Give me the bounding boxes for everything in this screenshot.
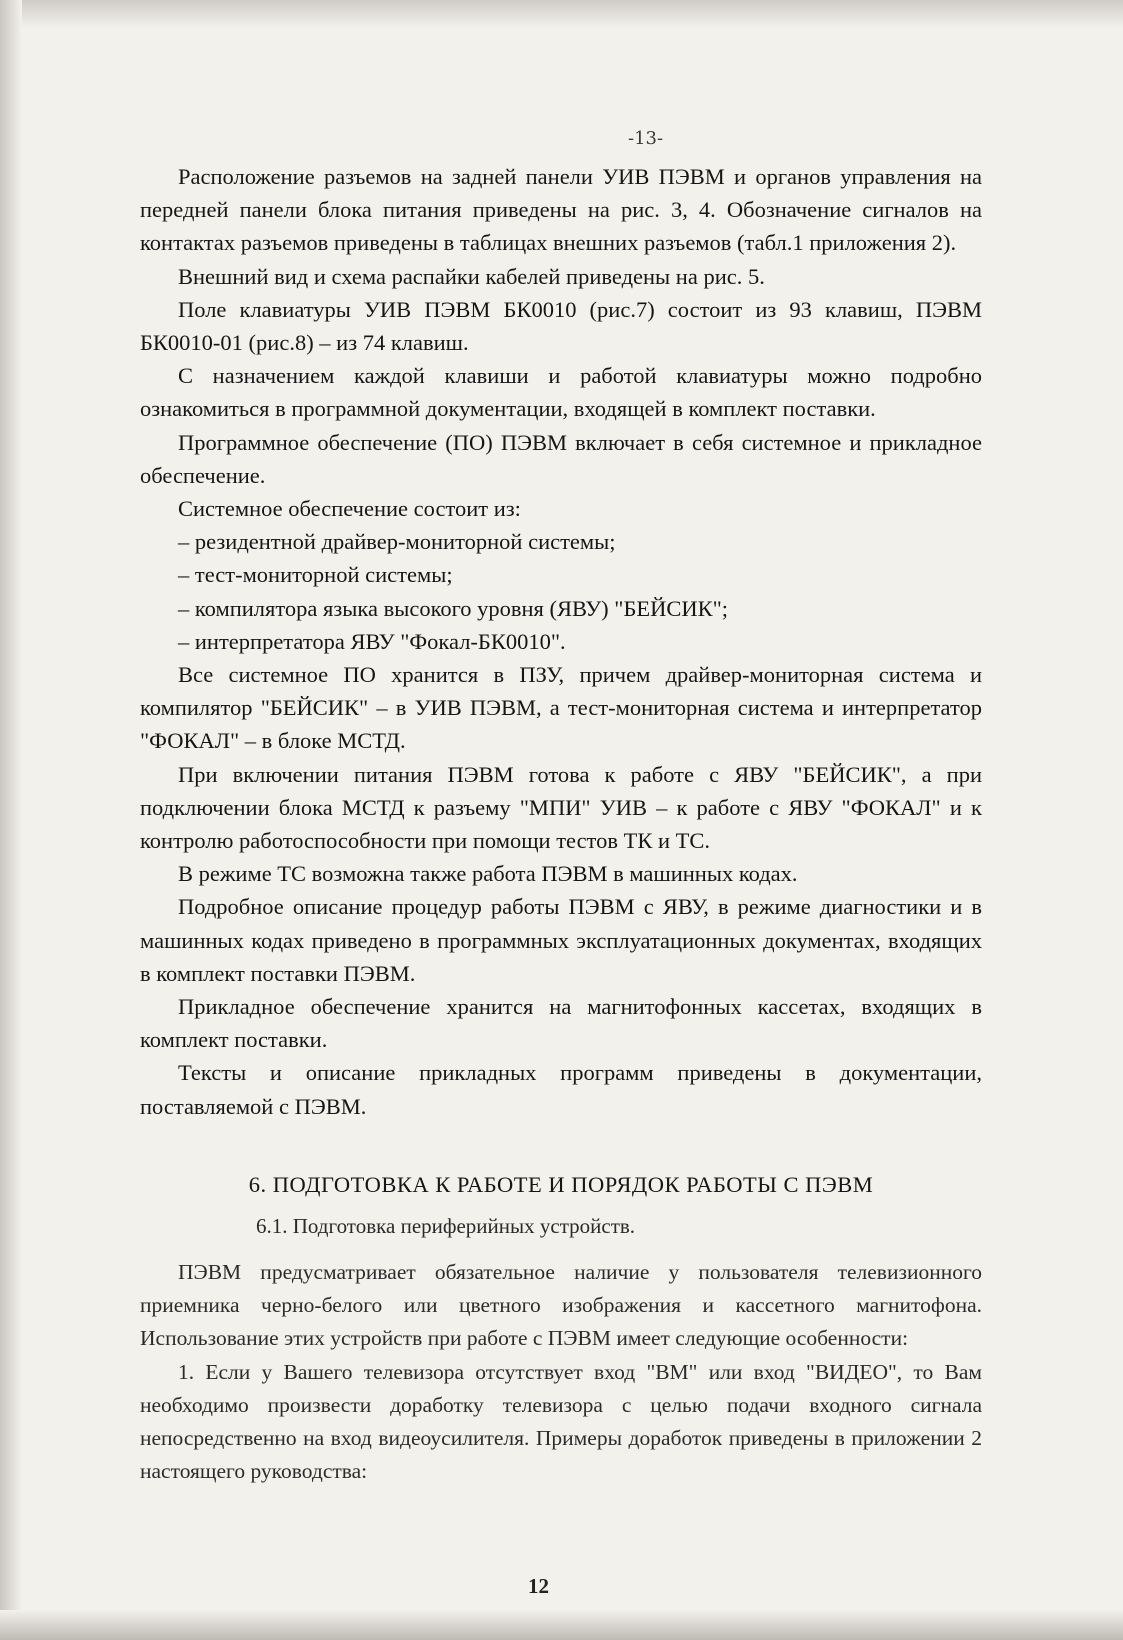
list-item: – тест-мониторной системы;	[178, 562, 453, 588]
paragraph: Поле клавиатуры УИВ ПЭВМ БК0010 (рис.7) состоит из 93 клавиш, ПЭВМ БК0010-01 (рис.8) – из 74 клавиш.	[140, 296, 982, 356]
paragraph: 1. Если у Вашего телевизора отсутствует вход "ВМ" или вход "ВИДЕО", то Вам необходимо произвести доработку телевизора с целью подачи входного сигнала непосредственно на вход видеоусилителя. Примеры доработок приведены в приложении 2 настоящего руководства:	[140, 1359, 982, 1484]
scan-edge-top	[0, 0, 1123, 28]
header-mark: -13-	[628, 128, 664, 149]
section-heading: 6. ПОДГОТОВКА К РАБОТЕ И ПОРЯДОК РАБОТЫ С ПЭВМ	[248, 1172, 874, 1197]
list-item: – интерпретатора ЯВУ "Фокал-БК0010".	[178, 628, 566, 654]
paragraph: Подробное описание процедур работы ПЭВМ с ЯВУ, в режиме диагностики и в машинных кодах приведено в программных эксплуатационных документах, входящих в комплект поставки ПЭВМ.	[140, 894, 982, 986]
paragraph: Прикладное обеспечение хранится на магнитофонных кассетах, входящих в комплект поставки.	[140, 994, 982, 1053]
scan-edge-bottom	[0, 1610, 1123, 1640]
subsection-heading: 6.1. Подготовка периферийных устройств.	[256, 1214, 636, 1238]
paragraph: Все системное ПО хранится в ПЗУ, причем драйвер-мониторная система и компилятор "БЕЙСИК" – в УИВ ПЭВМ, а тест-мониторная система и интерпретатор "ФОКАЛ" – в блоке МСТД.	[140, 662, 982, 754]
paragraph: ПЭВМ предусматривает обязательное наличие у пользователя телевизионного приемника черно-белого или цветного изображения и кассетного магнитофона. Использование этих устройств при работе с ПЭВМ имеет следующие особенности:	[140, 1260, 982, 1351]
list-item: – компилятора языка высокого уровня (ЯВУ) "БЕЙСИК";	[178, 595, 729, 621]
paragraph: С назначением каждой клавиши и работой клавиатуры можно подробно ознакомиться в программной документации, входящей в комплект поставки.	[140, 363, 982, 422]
paragraph: Внешний вид и схема распайки кабелей приведены на рис. 5.	[178, 263, 765, 289]
paragraph: При включении питания ПЭВМ готова к работе с ЯВУ "БЕЙСИК", а при подключении блока МСТД к разъему "МПИ" УИВ – к работе с ЯВУ "ФОКАЛ" и к контролю работоспособности при помощи тестов ТК и ТС.	[140, 761, 982, 854]
paragraph: Системное обеспечение состоит из:	[178, 496, 521, 522]
paragraph: В режиме ТС возможна также работа ПЭВМ в машинных кодах.	[178, 861, 798, 887]
body-text	[140, 160, 982, 1123]
paragraph: Программное обеспечение (ПО) ПЭВМ включает в себя системное и прикладное обеспечение.	[140, 429, 982, 488]
page-number: 12	[528, 1574, 549, 1598]
paragraph: Тексты и описание прикладных программ приведены в документации, поставляемой с ПЭВМ.	[140, 1060, 982, 1119]
list-item: – резидентной драйвер-мониторной системы;	[178, 529, 616, 555]
scan-edge-left	[0, 0, 22, 1640]
paragraph: Расположение разъемов на задней панели УИВ ПЭВМ и органов управления на передней панели блока питания приведены на рис. 3, 4. Обозначение сигналов на контактах разъемов приведены в таблицах внешних разъемов (табл.1 приложения 2).	[140, 164, 982, 256]
section-body-text	[140, 1256, 982, 1488]
